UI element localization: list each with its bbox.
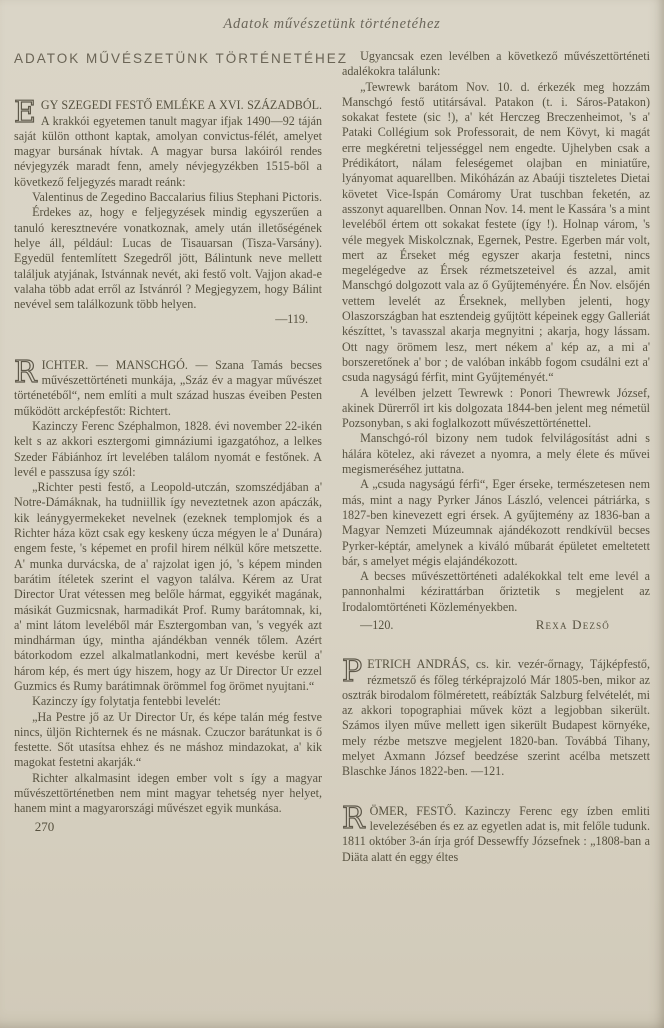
article-tewrewk-letter [342,49,650,633]
section-heading: ADATOK MŰVÉSZETÜNK TÖRTÉNETÉHEZ [14,51,349,66]
drop-cap-initial: R [14,354,37,390]
paragraph: Richter alkalmasint idegen ember volt s így a magyar művészettörténetben nem mint magyar tehetség nyer helyet, hanem mint a magyarországi művészet egyik munkása. [14,770,322,816]
paragraph: Kazinczy Ferenc Széphalmon, 1828. évi november 22-ikén kelt s az akkori esztergomi gimnáziumi igazgatóhoz, a lelkes Szeder Fábiánhoz írt levelében találom nyomát e festőnek. A levél e passzusa így szól: [14,418,322,479]
left-column [14,49,349,865]
paragraph: A becses művészettörténeti adalékokkal telt eme levél a pannonhalmi kézirattárban őriztetik s megjelent az Irodalomtörténeti Közleményekben. [342,569,650,614]
page-number: 270 [34,818,55,834]
paragraph [342,800,650,865]
paragraph: Manschgó-ról bizony nem tudok felvilágosítást adni s hálára kötelez, aki rávezet a nyomra, a mely élete és művei megismeréséhez juttatna. [342,431,650,477]
right-column [342,49,650,865]
paragraph-text: ÖMER, FESTŐ. Kazinczy Ferenc egy ízben emliti levelezésében és ez az egyetlen adat is, mit felőle tudunk. 1811 október 3-án írja gróf Dessewffy Józsefnek : „1808-ban a Diäta alatt én eggy éltes [342,803,650,864]
paragraph-text: ETRICH ANDRÁS, cs. kir. vezér-őrnagy, Tájképfestő, rézmetsző és főleg térképrajzoló Már 1805-ben, mikor az osztrák birodalom fölméretett, reábízták Salzburg felvételét, mi az akkori topographiai művek közt a legjobban sikerült. Számos ilyen műve mellett igen sikerült Budapest környéke, mely rézbe metszve megjelent 1820-ban. Továbbá Tihany, melyet Axmann József beedzése szerint acélba metszett Blaschke János 1822-ben. —121. [342,657,650,779]
two-column-layout [14,49,650,865]
article-romer-festo [342,800,650,865]
drop-cap-initial: R [342,800,365,836]
article-szegedi-festo [14,95,322,327]
paragraph: A „csuda nagyságú férfi“, Eger érseke, természetesen nem más, mint a nagy Pyrker János László, velencei pátriárka, s 1827-ben kinevezett egri érsek. A gyűjtemény az 1836-ban a Magyar Nemzeti Múzeumnak ajándékozott rendkívül becses Pyrker-képtár, amelynek a kiváló műbarát épületet emeltetett bár, s amelyet mégis elajándékozott. [342,477,650,568]
drop-cap-initial: P [342,654,363,690]
paragraph: Ugyancsak ezen levélben a következő művészettörténeti adalékokra találunk: [342,49,650,79]
paragraph-text: ICHTER. — MANSCHGÓ. — Szana Tamás becses művészettörténeti munkája, „Száz év a magyar művészet történetéből“, nem említi a mult század huszas éveiben Pesten működött arcképfestőt: Richtert. [14,357,322,418]
paragraph: A levélben jelzett Tewrewk : Ponori Thewrewk József, akinek Dürerről irt kis dolgozata 1844-ben jelent meg németül Pozsonyban, s aki foglalkozott művészettörténettel. [342,385,650,431]
paragraph [342,654,650,779]
paragraph: „Tewrewk barátom Nov. 10. d. érkezék meg hozzám Manschgó festő utitársával. Patakon (t. i. Sáros-Patakon) sokakat festete (sic !), a' két Herczeg Breczenheimot, 's a' Pataki Collégium sok Professorait, de nem Kövyt, ki magát erre megkéretni teljességgel nem engedte. Ujhelyben csak a Prédikátort, nálam feleségemet olajban en miniatűre, lyányomat aquarellben. Mikóházán az Abaúji tiszteletes Dietai követet Vice-Ispán Comáromy Urat tuschban feketén, az asszonyt aquarellben. Onnan Nov. 14. ment le Kassára 's a mint leveléből értem ott sokakat festete (így !). Holnap várom, 's véle megyek Miskolcznak, Egernek, Pestre. Egerben már volt, mert az Érseket még egyszer akarja festetni, nincs megelégedve az Érsek rézmetszeteivel és azzal, amit Manschgó dolgozott vala az ő Gyűjteményére. Én Nov. elsőjén vettem levelét az Érseknek, mellyben jelenti, hogy Olaszországban hat esztendeig gyűjtött képeinek eggy Galleriát készíttet, 's tavasszal akarja megnyitni ; akarja, hogy lássam. Ott nagy örömem lesz, mert nékem a' kép az, a mi a' borszeretőnek a' bor ; de valóban inkább fogom csudálni ezt a' csuda nagyságú férfit, mint Gyűjteményét.“ [342,79,650,385]
drop-cap-initial: E [14,95,36,131]
article-signature: —119. [275,312,308,327]
paragraph: Érdekes az, hogy e feljegyzések mindig egyszerűen a tanuló keresztnevére vonatkoznak, amely után illetőségének helye áll, például: Lucas de Tisauarsan (Tisza-Varsány). Egyedül fentemlített Szegedről jött, Bálintunk neve mellett találjuk atyjának, Istvánnak nevét, aki festő volt. Vajjon akad-e valaha több adat erről az Istvánról ? Megjegyzem, hogy Bálint nevével sem találkozunk több helyen. [14,205,322,312]
signature-line [342,617,650,633]
author-signature: Rexa Dezső [535,616,610,632]
paragraph [14,354,322,419]
article-signature: —120. [360,617,394,632]
paragraph-text: GY SZEGEDI FESTŐ EMLÉKE A XVI. SZÁZADBÓL. A krakkói egyetemen tanult magyar ifjak 1490—92 táján saját külön otthont kaptak, amolyan convictus-félét, amelyet magyar bursának hívtak. A magyar bursa lakóiról rendes névjegyzék maradt fenn, amely névjegyzékben 1515-ből a következő feljegyzés maradt reánk: [14,98,322,189]
paragraph: „Ha Pestre jő az Ur Director Ur, és képe talán még festve nincs, üljön Richternek és ne másnak. Czuczor barátunkat is ő festette. Sőt utasítsa ehhez és ne máshoz mindazokat, a' kik magokat festetni akarják.“ [14,709,322,770]
article-petrich-andras [342,654,650,779]
paragraph: Valentinus de Zegedino Baccalarius filius Stephani Pictoris. [32,190,322,205]
paragraph: Kazinczy így folytatja fentebbi levelét: [32,694,221,709]
paragraph: „Richter pesti festő, a Leopold-utczán, szomszédjában a' Notre-Dámáknak, ha tudniillik így neveztetnek azon apáczák, kik leánygyermekeket nevelnek (ezeknek templomjok és a Richter háza közt csak egy keskeny úcza mégyen le a' Dunára) engem feste, 's képemet en profil hirem nélkül kőre metszette. A' munka durvácska, de a' rajzolat igen jó, 's képem minden barátim ítéletek szerint el vagyon találva. Kérem az Urat Director Urat vétessen meg belőle hármat, eggyikét magának, másikát Guzmicsnak, harmadikát Prof. Rumy barátomnak, ki, a' mint látom leveléből már Esztergomban van, 's vegyék azt mindhárman úgy, mintha ajándékban vennék tőlem. Azért bátorkodom ezzel alkalmatlankodni, mert kevésbe kerül a' három kép, és mert úgy hiszem, hogy az Ur Director Ur ezzel Guzmics és Rumy barátimnak örömmel fog örömet nyujtani.“ [14,480,322,693]
running-header: Adatok művészetünk történetéhez [223,16,441,32]
article-richter-manschgo [14,354,322,817]
paragraph [14,95,322,190]
